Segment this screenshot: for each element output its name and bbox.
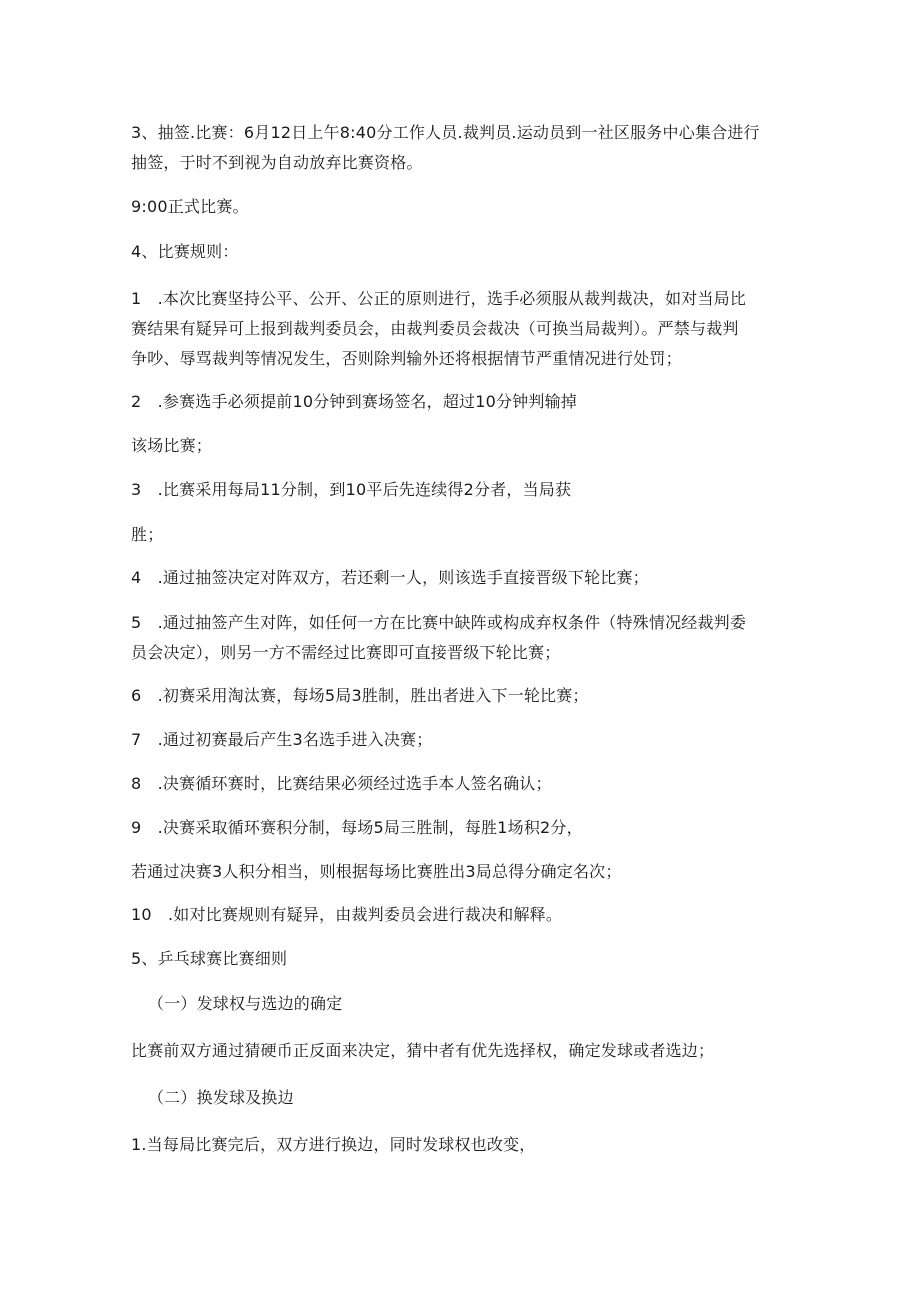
section-heading: 5、乒乓球赛比赛细则 <box>131 949 288 968</box>
text-line: 胜； <box>131 525 164 544</box>
text-line: 9 .决赛采取循环赛积分制，每场5局三胜制，每胜1场积2分， <box>131 818 583 837</box>
text-line: 5 .通过抽签产生对阵，如任何一方在比赛中缺阵或构成弃权条件（特殊情况经裁判委 <box>131 613 747 632</box>
text-line: 该场比赛； <box>131 436 213 455</box>
text-line: 1.当每局比赛完后，双方进行换边，同时发球权也改变， <box>131 1135 536 1154</box>
text-line: 争吵、辱骂裁判等情况发生，否则除判输外还将根据情节严重情况进行处罚； <box>131 349 682 368</box>
text-line: 抽签，于时不到视为自动放弃比赛资格。 <box>131 153 423 172</box>
text-line: 1 .本次比赛坚持公平、公开、公正的原则进行，选手必须服从裁判裁决，如对当局比 <box>131 289 747 308</box>
text-line: 10 .如对比赛规则有疑异，由裁判委员会进行裁决和解释。 <box>131 905 563 924</box>
subsection-heading: （二）换发球及换边 <box>148 1088 294 1107</box>
text-line: 9:00正式比赛。 <box>131 197 249 216</box>
subsection-heading: （一）发球权与选边的确定 <box>148 994 343 1013</box>
text-line: 员会决定），则另一方不需经过比赛即可直接晋级下轮比赛； <box>131 643 561 662</box>
text-line: 4 .通过抽签决定对阵双方，若还剩一人，则该选手直接晋级下轮比赛； <box>131 568 649 587</box>
text-line: 若通过决赛3人积分相当，则根据每场比赛胜出3局总得分确定名次； <box>131 862 622 881</box>
text-line: 6 .初赛采用淘汰赛，每场5局3胜制，胜出者进入下一轮比赛； <box>131 686 589 705</box>
text-line: 比赛前双方通过猜硬币正反面来决定，猜中者有优先选择权，确定发球或者选边； <box>131 1041 715 1060</box>
text-line: 7 .通过初赛最后产生3名选手进入决赛； <box>131 730 433 749</box>
text-line: 8 .决赛循环赛时，比赛结果必须经过选手本人签名确认； <box>131 774 552 793</box>
text-line: 2 .参赛选手必须提前10分钟到赛场签名，超过10分钟判输掉 <box>131 392 577 411</box>
text-line: 赛结果有疑异可上报到裁判委员会，由裁判委员会裁决（可换当局裁判）。严禁与裁判 <box>131 319 739 338</box>
text-line: 4、比赛规则： <box>131 242 239 261</box>
text-line: 3、抽签.比赛：6月12日上午8:40分工作人员.裁判员.运动员到一社区服务中心集合进行 <box>131 123 760 142</box>
text-line: 3 .比赛采用每局11分制，到10平后先连续得2分者，当局获 <box>131 480 572 499</box>
